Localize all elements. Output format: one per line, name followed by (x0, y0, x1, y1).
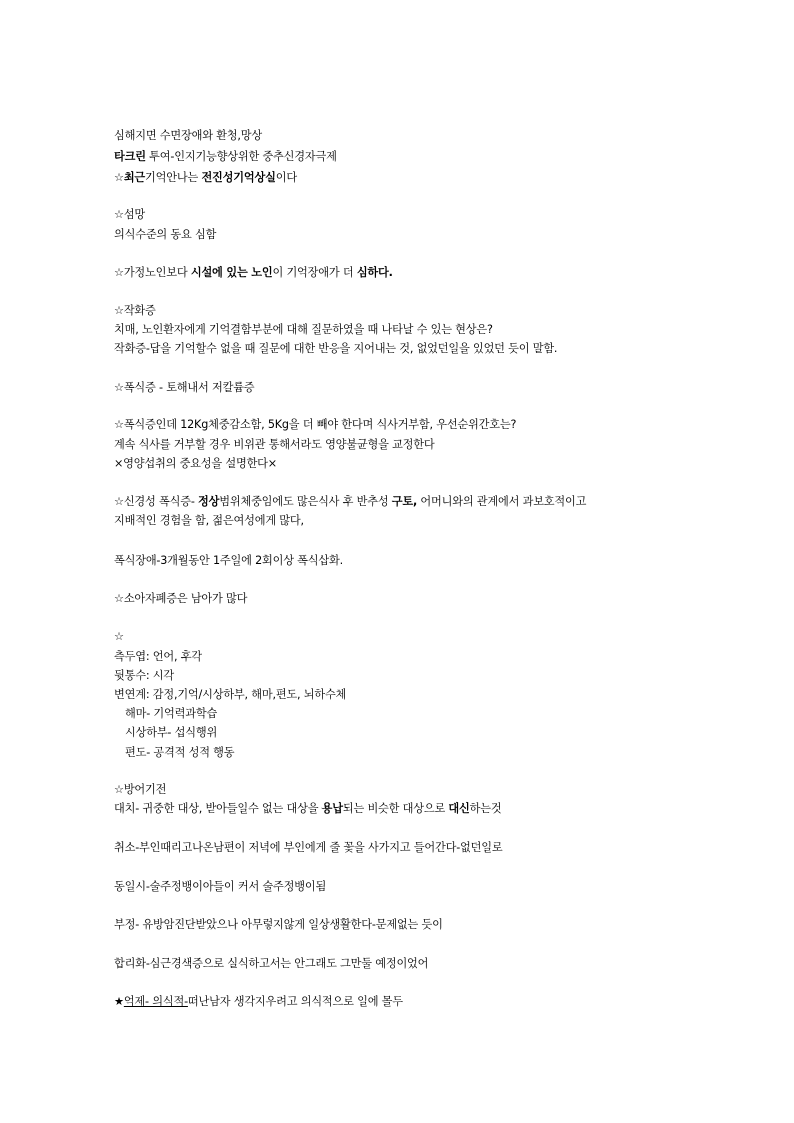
text-line-autism (114, 591, 714, 607)
line-text: 치매, 노인환자에게 기억결함부분에 대해 질문하였을 때 나타날 수 있는 현상은? (114, 323, 493, 336)
heading-delirium (114, 207, 714, 223)
line-text: 이다 (275, 171, 297, 184)
text-line-denial (114, 917, 714, 933)
line-text: 작화증-답을 기억할수 없을 때 질문에 대한 반응을 지어내는 것, 없었던일을 있었던 듯이 말함. (114, 342, 558, 355)
text-line-institution-elderly (114, 265, 714, 281)
line-text: 떠난남자 생각지우려고 의식적으로 일에 몰두 (187, 995, 403, 1008)
text-line-bulimia-question (114, 417, 714, 433)
text-line-substitution (114, 801, 714, 817)
line-text: ☆ (114, 630, 124, 643)
line-text: 뒷통수: 시각 (114, 669, 174, 682)
text-line-hippocampus (125, 706, 725, 722)
text-line-question (114, 322, 714, 338)
text-line-rationalization (114, 956, 714, 972)
text-line-answer (114, 341, 714, 357)
bold-term: 전진성기억상실 (201, 171, 276, 184)
line-text: ☆폭식증인데 12Kg체중감소함, 5Kg을 더 빼야 한다며 식사거부함, 우선순위간호는? (114, 418, 517, 431)
bold-term: 심하다. (356, 266, 393, 279)
bold-term: 대신 (448, 802, 470, 815)
text-line-wrong-answer (114, 456, 714, 472)
line-text: ☆소아자폐증은 남아가 많다 (114, 592, 248, 605)
star-marker (114, 629, 714, 645)
line-text: 편도- 공격적 성적 행동 (125, 746, 235, 759)
line-text: ×영양섭취의 중요성을 설명한다× (114, 457, 277, 470)
line-text: ☆가정노인보다 (114, 266, 191, 279)
text-line-bulimia-nervosa (114, 494, 714, 510)
text-line-undoing (114, 840, 714, 856)
text-line-hypothalamus (125, 725, 725, 741)
line-text: 범위체중임에도 많은식사 후 반추성 (219, 495, 392, 508)
text-line-recent-memory (114, 170, 714, 186)
bold-term: 정상 (198, 495, 220, 508)
bold-term: 시설에 있는 노인 (190, 266, 273, 279)
line-text: 변연계: 감정,기억/시상하부, 해마,편도, 뇌하수체 (114, 688, 347, 701)
text-line-occipital (114, 668, 714, 684)
bold-term: ☆최근 (114, 171, 146, 184)
line-text: 되는 비슷한 대상으로 (342, 802, 449, 815)
heading-confabulation (114, 303, 714, 319)
line-text: 폭식장애-3개월동안 1주일에 2회이상 폭식삽화. (114, 554, 343, 567)
text-line-tacrine (114, 149, 714, 165)
text-line-hallucination (114, 128, 714, 144)
text-line-temporal-lobe (114, 649, 714, 665)
text-line-bulimia-answer (114, 437, 714, 453)
text-line-bulimia-continued (114, 513, 714, 529)
line-text: ☆폭식증 - 토해내서 저칼륨증 (114, 381, 255, 394)
line-text: ☆섬망 (114, 208, 146, 221)
line-text: 이 기억장애가 더 (272, 266, 357, 279)
line-text: ☆신경성 폭식증- (114, 495, 199, 508)
line-text: 심해지면 수면장애와 환청,망상 (114, 129, 262, 142)
heading-defense-mechanisms (114, 782, 714, 798)
line-text: 어머니와의 관계에서 과보호적이고 (417, 495, 587, 508)
bold-term: 구토, (391, 495, 418, 508)
bold-term: 타크린 (114, 150, 146, 163)
line-text: 지배적인 경험을 함, 젊은여성에게 많다, (114, 514, 304, 527)
line-text: 측두엽: 언어, 후각 (114, 650, 202, 663)
text-line-bulimia (114, 380, 714, 396)
line-text: 투여-인지기능향상위한 중추신경자극제 (145, 150, 337, 163)
text-line-amygdala (125, 745, 725, 761)
line-text: 시상하부- 섭식행위 (125, 726, 218, 739)
line-text: 기억안나는 (145, 171, 202, 184)
text-line-consciousness (114, 227, 714, 243)
line-text: ☆작화증 (114, 304, 156, 317)
line-text: 취소-부인때리고나온남편이 저녁에 부인에게 줄 꽃을 사가지고 들어간다-없던일로 (114, 841, 503, 854)
text-line-suppression (114, 994, 714, 1010)
line-text: 부정- 유방암진단받았으나 아무렇지않게 일상생활한다-문제없는 듯이 (114, 918, 443, 931)
line-text: 대치- 귀중한 대상, 받아들일수 없는 대상을 (114, 802, 322, 815)
line-text: 하는것 (469, 802, 502, 815)
text-line-identification (114, 879, 714, 895)
black-star-icon: ★ (114, 995, 124, 1008)
line-text: 합리화-심근경색증으로 실식하고서는 안그래도 그만둘 예정이었어 (114, 957, 429, 970)
line-text: 의식수준의 동요 심함 (114, 228, 217, 241)
bold-term: 용납 (321, 802, 343, 815)
line-text: ☆방어기전 (114, 783, 167, 796)
text-line-limbic (114, 687, 714, 703)
text-line-binge-eating (114, 553, 714, 569)
line-text: 해마- 기억력과학습 (125, 707, 218, 720)
line-text: 동일시-술주정뱅이아들이 커서 술주정뱅이됨 (114, 880, 327, 893)
underlined-term: 억제- 의식적- (123, 995, 188, 1008)
line-text: 계속 식사를 거부할 경우 비위관 통해서라도 영양불균형을 교정한다 (114, 438, 435, 451)
